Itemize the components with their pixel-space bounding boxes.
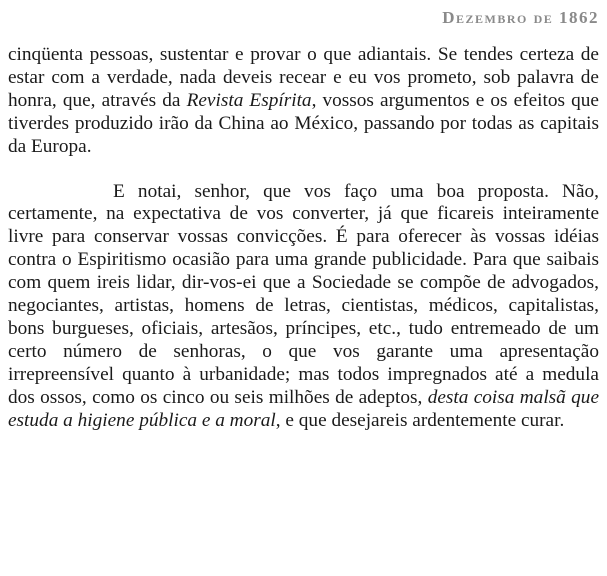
paragraph-2	[8, 181, 599, 433]
page-body	[8, 44, 599, 433]
quoted-phrase-italic: desta coisa malsã que estuda a higiene pública e a moral	[8, 386, 600, 431]
paragraph-1-text-b: , vossos argumentos e os efeitos que tiverdes produzido irão da China ao México, passando por todas as capitais da Europa.	[8, 89, 599, 157]
running-header: Dezembro de 1862	[442, 8, 599, 27]
paragraph-1	[8, 44, 599, 159]
paragraph-2-text-a: E notai, senhor, que vos faço uma boa proposta. Não, certamente, na expectativa de vos converter, já que ficareis inteiramente livre para conservar vossas convicções. É para oferecer às vossas idéias contra o Espiritismo ocasião para uma grande publicidade. Para que saibais com quem ireis lidar, dir-vos-ei que a Sociedade se compõe de advogados, negociantes, artistas, homens de letras, cientistas, médicos, capitalistas, bons burgueses, oficiais, artesãos, príncipes, etc., tudo entremeado de um certo número de senhoras, o que vos garante uma apresentação irrepreensível quanto à urbanidade; mas todos impregnados até a medula dos ossos, como os cinco ou seis milhões de adeptos,	[8, 180, 599, 408]
journal-title-italic: Revista Espírita	[186, 89, 312, 111]
paragraph-1-text-a: cinqüenta pessoas, sustentar e provar o que adiantais. Se tendes certeza de estar com a verdade, nada deveis recear e eu vos prometo, sob palavra de honra, que, através da	[8, 44, 599, 111]
paragraph-2-text-b: , e que desejareis ardentemente curar.	[275, 409, 565, 431]
